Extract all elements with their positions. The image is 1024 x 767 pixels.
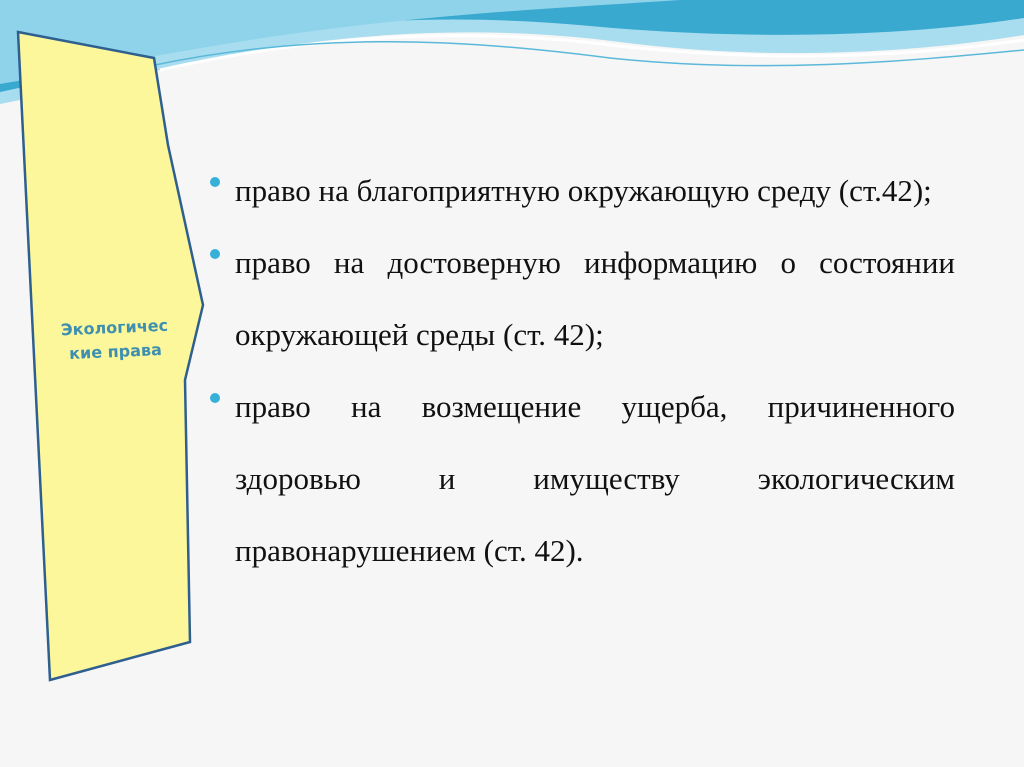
side-label-line-1: Экологичес [60,315,169,340]
bullet-dot-icon [210,249,220,259]
list-item-text: право на достоверную информацию о состоянии окружающей среды (ст. 42); [235,245,955,352]
list-item [210,371,955,587]
side-label-line-2: кие права [68,339,163,364]
list-item [210,227,955,371]
side-panel-label [29,312,201,367]
list-item [210,155,955,227]
bullet-dot-icon [210,177,220,187]
side-panel [0,0,220,767]
bullet-dot-icon [210,393,220,403]
rights-list [210,155,955,587]
list-item-text: право на возмещение ущерба, причиненного здоровью и имуществу экологическим правонарушением (ст. 42). [235,389,955,568]
list-item-text: право на благоприятную окружающую среду (ст.42); [235,173,932,208]
